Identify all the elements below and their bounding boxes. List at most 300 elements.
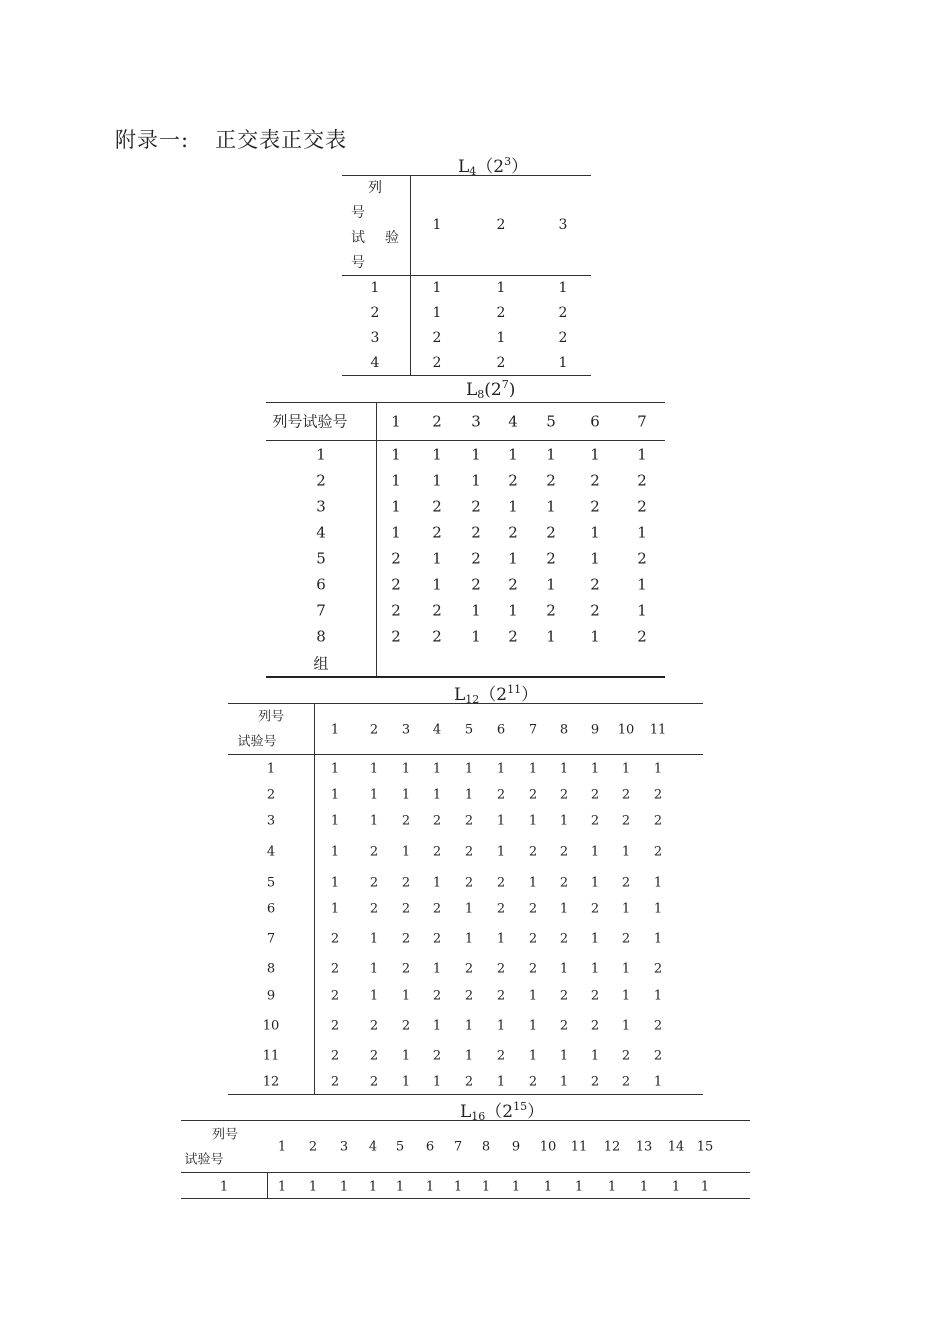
l12-table-cell: 2 xyxy=(401,901,411,917)
l12-table-cell: 2 xyxy=(432,931,442,947)
l12-table-cell: 2 xyxy=(559,844,569,860)
l8-table-cell: 2 xyxy=(637,549,647,568)
l12-table-cell: 1 xyxy=(401,1074,411,1090)
l12-column-header: 3 xyxy=(401,722,411,738)
l4-header-hao: 号 xyxy=(351,205,365,221)
caption-l8-open: (2 xyxy=(484,380,502,400)
l4-table-cell: 2 xyxy=(432,330,442,346)
l12-table-cell: 1 xyxy=(496,931,506,947)
l12-table-cell: 2 xyxy=(464,1074,474,1090)
l8-table-cell: 1 xyxy=(471,601,481,620)
l12-table-cell: 1 xyxy=(330,787,340,803)
l12-table-cell: 1 xyxy=(464,1048,474,1064)
l12-row-id: 9 xyxy=(266,988,276,1004)
l8-table-cell: 2 xyxy=(391,549,401,568)
l8-table-cell: 1 xyxy=(546,445,556,464)
l4-table-cell: 1 xyxy=(558,355,568,371)
l12-table-cell: 1 xyxy=(330,813,340,829)
l8-table-cell: 2 xyxy=(508,523,518,542)
l12-table-cell: 1 xyxy=(528,813,538,829)
l8-table-cell: 1 xyxy=(637,575,647,594)
l8-table-cell: 2 xyxy=(471,549,481,568)
l12-row-id: 8 xyxy=(266,961,276,977)
l12-table-cell: 2 xyxy=(369,1018,379,1034)
caption-l16-sub: 16 xyxy=(471,1110,486,1123)
l12-table-cell: 1 xyxy=(559,901,569,917)
l12-table-cell: 2 xyxy=(464,988,474,1004)
l8-header-rule xyxy=(266,440,665,441)
l8-table-cell: 1 xyxy=(508,497,518,516)
l12-table-cell: 1 xyxy=(590,961,600,977)
l12-table-cell: 1 xyxy=(653,761,663,777)
l12-table-cell: 2 xyxy=(621,875,631,891)
caption-l16-letter: L xyxy=(460,1102,472,1122)
l8-table-cell: 2 xyxy=(637,627,647,646)
caption-l8-close: ) xyxy=(508,380,516,400)
l12-table-cell: 1 xyxy=(621,901,631,917)
l8-table-cell: 1 xyxy=(546,575,556,594)
l12-row-id: 5 xyxy=(266,875,276,891)
l12-table-cell: 1 xyxy=(528,1018,538,1034)
l16-table-cell: 1 xyxy=(700,1179,710,1195)
l12-table-cell: 1 xyxy=(432,1074,442,1090)
l16-column-header: 14 xyxy=(667,1139,685,1155)
l12-table-cell: 2 xyxy=(432,901,442,917)
l12-row-id: 7 xyxy=(266,931,276,947)
l16-table-cell: 1 xyxy=(574,1179,584,1195)
l8-top-rule xyxy=(266,402,665,403)
l4-column-header: 3 xyxy=(558,217,568,233)
l12-table-cell: 2 xyxy=(464,875,474,891)
l12-table-cell: 1 xyxy=(653,875,663,891)
l12-table-cell: 1 xyxy=(330,761,340,777)
l12-table-cell: 1 xyxy=(590,761,600,777)
l8-table-cell: 1 xyxy=(391,523,401,542)
caption-l4-letter: L xyxy=(458,157,470,177)
l8-table-cell: 1 xyxy=(391,445,401,464)
l12-table-cell: 2 xyxy=(621,1048,631,1064)
l4-bottom-rule xyxy=(342,375,591,376)
l8-table-cell: 1 xyxy=(391,471,401,490)
l8-header-label: 列号试验号 xyxy=(272,412,348,431)
l12-table-cell: 2 xyxy=(590,1074,600,1090)
l16-column-header: 7 xyxy=(453,1139,463,1155)
caption-l16-close: ） xyxy=(527,1102,545,1122)
l12-table-cell: 1 xyxy=(653,988,663,1004)
l12-table-cell: 2 xyxy=(559,931,569,947)
l16-column-header: 5 xyxy=(395,1139,405,1155)
l12-table-cell: 1 xyxy=(369,813,379,829)
l16-column-header: 13 xyxy=(635,1139,653,1155)
l16-table-cell: 1 xyxy=(607,1179,617,1195)
l12-table-cell: 1 xyxy=(528,875,538,891)
l8-table-cell: 1 xyxy=(432,575,442,594)
l4-row-id: 1 xyxy=(370,280,380,296)
l12-table-cell: 2 xyxy=(590,787,600,803)
l4-table-cell: 2 xyxy=(496,355,506,371)
l12-table-cell: 1 xyxy=(621,1018,631,1034)
l4-row-id: 3 xyxy=(370,330,380,346)
l12-table-cell: 1 xyxy=(559,1074,569,1090)
l8-table-cell: 2 xyxy=(471,497,481,516)
l8-table-cell: 1 xyxy=(590,627,600,646)
l4-table-cell: 2 xyxy=(432,355,442,371)
l12-table-cell: 2 xyxy=(653,813,663,829)
l8-table-cell: 1 xyxy=(508,549,518,568)
l12-row-id: 4 xyxy=(266,844,276,860)
l12-table-cell: 1 xyxy=(401,844,411,860)
title-text: 正交表正交表 xyxy=(215,128,348,152)
l4-header-shi: 试 xyxy=(351,230,365,246)
l12-table-cell: 1 xyxy=(401,988,411,1004)
l12-table-cell: 1 xyxy=(653,901,663,917)
l12-table-cell: 2 xyxy=(464,844,474,860)
caption-l8-sub: 8 xyxy=(477,388,485,401)
l8-row-id: 8 xyxy=(316,627,326,646)
caption-l4-sub: 4 xyxy=(469,165,477,178)
l12-row-id: 11 xyxy=(262,1048,280,1064)
l12-table-cell: 2 xyxy=(432,1048,442,1064)
caption-l4-open: （2 xyxy=(476,157,505,177)
l8-table-cell: 1 xyxy=(391,497,401,516)
l12-table-cell: 1 xyxy=(590,875,600,891)
l8-table-cell: 2 xyxy=(432,497,442,516)
l8-column-header: 4 xyxy=(508,412,518,431)
l8-table-cell: 2 xyxy=(508,575,518,594)
l12-table-cell: 1 xyxy=(464,931,474,947)
l8-column-header: 1 xyxy=(391,412,401,431)
l8-row-id: 1 xyxy=(316,445,326,464)
caption-l16-open: （2 xyxy=(485,1102,514,1122)
l16-column-header: 9 xyxy=(511,1139,521,1155)
table-l8-caption xyxy=(466,378,515,401)
l4-table-cell: 2 xyxy=(496,305,506,321)
l8-table-cell: 2 xyxy=(471,575,481,594)
l12-header-top: 列号 xyxy=(257,709,285,725)
l12-table-cell: 2 xyxy=(401,931,411,947)
l12-row-id: 12 xyxy=(262,1074,280,1090)
l12-table-cell: 2 xyxy=(590,813,600,829)
l16-bottom-rule xyxy=(181,1198,750,1199)
l16-column-header: 1 xyxy=(277,1139,287,1155)
l12-table-cell: 2 xyxy=(330,988,340,1004)
l12-top-rule xyxy=(228,703,703,704)
l8-column-header: 3 xyxy=(471,412,481,431)
l8-row-id: 3 xyxy=(316,497,326,516)
l12-table-cell: 2 xyxy=(330,961,340,977)
l12-table-cell: 2 xyxy=(432,813,442,829)
l8-table-cell: 2 xyxy=(546,471,556,490)
l16-divider xyxy=(267,1172,268,1198)
l12-table-cell: 1 xyxy=(401,761,411,777)
l12-table-cell: 2 xyxy=(432,988,442,1004)
l12-table-cell: 2 xyxy=(528,901,538,917)
l12-header-rule xyxy=(228,754,703,755)
l12-table-cell: 1 xyxy=(496,844,506,860)
l16-row-id: 1 xyxy=(219,1179,229,1195)
l4-header-yan: 验 xyxy=(385,230,399,246)
l12-table-cell: 1 xyxy=(559,961,569,977)
l12-column-header: 1 xyxy=(330,722,340,738)
l8-table-cell: 1 xyxy=(508,445,518,464)
l12-table-cell: 1 xyxy=(369,988,379,1004)
l12-table-cell: 2 xyxy=(528,931,538,947)
l4-table-cell: 1 xyxy=(496,280,506,296)
l8-table-cell: 2 xyxy=(637,497,647,516)
l8-table-cell: 2 xyxy=(432,601,442,620)
page-title xyxy=(115,124,347,154)
l12-table-cell: 1 xyxy=(432,761,442,777)
l12-row-id: 3 xyxy=(266,813,276,829)
l16-table-cell: 1 xyxy=(395,1179,405,1195)
caption-l8-letter: L xyxy=(466,380,478,400)
l12-table-cell: 2 xyxy=(330,931,340,947)
l8-table-cell: 1 xyxy=(637,445,647,464)
l16-table-cell: 1 xyxy=(368,1179,378,1195)
l12-table-cell: 1 xyxy=(369,761,379,777)
l12-table-cell: 2 xyxy=(496,787,506,803)
l12-table-cell: 2 xyxy=(369,1074,379,1090)
l12-table-cell: 2 xyxy=(401,813,411,829)
l12-table-cell: 2 xyxy=(621,931,631,947)
l16-column-header: 8 xyxy=(481,1139,491,1155)
l8-table-cell: 2 xyxy=(546,549,556,568)
l8-table-cell: 1 xyxy=(590,445,600,464)
l8-table-cell: 1 xyxy=(590,523,600,542)
l12-table-cell: 1 xyxy=(330,901,340,917)
l12-table-cell: 2 xyxy=(496,1048,506,1064)
l8-table-cell: 2 xyxy=(590,575,600,594)
l8-table-cell: 2 xyxy=(637,471,647,490)
caption-l12-close: ） xyxy=(521,685,539,705)
l16-table-cell: 1 xyxy=(511,1179,521,1195)
l12-table-cell: 2 xyxy=(653,961,663,977)
l4-header-col: 列 xyxy=(368,180,382,196)
l8-table-cell: 1 xyxy=(432,445,442,464)
l12-table-cell: 1 xyxy=(369,931,379,947)
l8-bottom-rule xyxy=(266,676,665,678)
l12-table-cell: 1 xyxy=(496,1074,506,1090)
l8-table-cell: 2 xyxy=(590,601,600,620)
l8-table-cell: 2 xyxy=(590,497,600,516)
l8-table-cell: 2 xyxy=(546,601,556,620)
caption-l12-letter: L xyxy=(454,685,466,705)
caption-l4-close: ） xyxy=(511,157,529,177)
l12-table-cell: 1 xyxy=(559,813,569,829)
l12-table-cell: 2 xyxy=(621,787,631,803)
l16-column-header: 6 xyxy=(425,1139,435,1155)
l4-table-cell: 2 xyxy=(558,330,568,346)
l16-table-cell: 1 xyxy=(671,1179,681,1195)
l12-table-cell: 1 xyxy=(330,844,340,860)
l12-table-cell: 2 xyxy=(559,988,569,1004)
l12-table-cell: 2 xyxy=(559,875,569,891)
l12-column-header: 10 xyxy=(617,722,635,738)
caption-l4-sup: 3 xyxy=(504,155,512,168)
l12-table-cell: 2 xyxy=(369,901,379,917)
l12-table-cell: 1 xyxy=(432,961,442,977)
l12-column-header: 5 xyxy=(464,722,474,738)
l8-row-id: 6 xyxy=(316,575,326,594)
l12-table-cell: 1 xyxy=(464,787,474,803)
l12-table-cell: 1 xyxy=(528,988,538,1004)
l16-header-top: 列号 xyxy=(211,1127,239,1143)
l8-column-header: 2 xyxy=(432,412,442,431)
l12-table-cell: 1 xyxy=(496,1018,506,1034)
l12-table-cell: 2 xyxy=(330,1048,340,1064)
caption-l12-open: （2 xyxy=(479,685,508,705)
l4-divider xyxy=(410,175,411,375)
l16-column-header: 12 xyxy=(603,1139,621,1155)
l12-table-cell: 1 xyxy=(653,931,663,947)
l12-table-cell: 2 xyxy=(496,961,506,977)
l12-table-cell: 2 xyxy=(528,961,538,977)
l12-table-cell: 1 xyxy=(528,1048,538,1064)
l12-row-id: 6 xyxy=(266,901,276,917)
l8-table-cell: 2 xyxy=(432,627,442,646)
l12-table-cell: 2 xyxy=(528,844,538,860)
l8-table-cell: 1 xyxy=(432,471,442,490)
l12-table-cell: 2 xyxy=(653,787,663,803)
l12-table-cell: 1 xyxy=(401,787,411,803)
l16-column-header: 3 xyxy=(339,1139,349,1155)
l12-table-cell: 1 xyxy=(496,761,506,777)
l8-table-cell: 1 xyxy=(637,523,647,542)
l4-column-header: 1 xyxy=(432,217,442,233)
l12-table-cell: 1 xyxy=(464,761,474,777)
l8-table-cell: 1 xyxy=(637,601,647,620)
l12-column-header: 9 xyxy=(590,722,600,738)
l4-top-rule xyxy=(342,175,591,176)
l4-table-cell: 1 xyxy=(496,330,506,346)
l12-table-cell: 2 xyxy=(621,813,631,829)
l16-table-cell: 1 xyxy=(453,1179,463,1195)
l4-header-hao2: 号 xyxy=(351,255,365,271)
l8-table-cell: 2 xyxy=(471,523,481,542)
l16-table-cell: 1 xyxy=(543,1179,553,1195)
l16-header-bottom: 试验号 xyxy=(184,1152,224,1168)
l12-table-cell: 1 xyxy=(653,1074,663,1090)
l12-table-cell: 1 xyxy=(432,875,442,891)
l8-table-cell: 2 xyxy=(590,471,600,490)
l12-column-header: 8 xyxy=(559,722,569,738)
l8-divider xyxy=(376,402,377,676)
l12-table-cell: 2 xyxy=(590,988,600,1004)
l12-table-cell: 2 xyxy=(590,1018,600,1034)
l4-table-cell: 1 xyxy=(432,305,442,321)
l12-table-cell: 2 xyxy=(496,875,506,891)
l12-divider xyxy=(314,703,315,1094)
l12-table-cell: 2 xyxy=(653,1018,663,1034)
l8-table-cell: 1 xyxy=(471,471,481,490)
l16-table-cell: 1 xyxy=(339,1179,349,1195)
l12-table-cell: 1 xyxy=(496,813,506,829)
l8-table-cell: 1 xyxy=(471,445,481,464)
l16-top-rule xyxy=(181,1120,750,1121)
l8-table-cell: 1 xyxy=(546,627,556,646)
l8-table-cell: 1 xyxy=(590,549,600,568)
l16-table-cell: 1 xyxy=(639,1179,649,1195)
l12-table-cell: 1 xyxy=(369,961,379,977)
l8-table-cell: 1 xyxy=(546,497,556,516)
l4-row-id: 4 xyxy=(370,355,380,371)
l12-column-header: 11 xyxy=(649,722,667,738)
l16-column-header: 2 xyxy=(308,1139,318,1155)
l12-row-id: 1 xyxy=(266,761,276,777)
l12-table-cell: 2 xyxy=(369,875,379,891)
l8-column-header: 6 xyxy=(590,412,600,431)
l12-bottom-rule xyxy=(228,1094,703,1095)
l12-table-cell: 1 xyxy=(432,1018,442,1034)
l4-column-header: 2 xyxy=(496,217,506,233)
l16-table-cell: 1 xyxy=(425,1179,435,1195)
l12-table-cell: 2 xyxy=(590,901,600,917)
l12-table-cell: 2 xyxy=(401,1018,411,1034)
l12-column-header: 2 xyxy=(369,722,379,738)
l8-column-header: 7 xyxy=(637,412,647,431)
l8-table-cell: 2 xyxy=(508,627,518,646)
l16-table-cell: 1 xyxy=(481,1179,491,1195)
l8-table-cell: 1 xyxy=(471,627,481,646)
l12-table-cell: 1 xyxy=(464,901,474,917)
l12-table-cell: 1 xyxy=(369,787,379,803)
l12-table-cell: 2 xyxy=(369,844,379,860)
l16-column-header: 11 xyxy=(570,1139,588,1155)
l8-table-cell: 2 xyxy=(508,471,518,490)
l12-table-cell: 1 xyxy=(432,787,442,803)
l8-table-cell: 2 xyxy=(391,627,401,646)
l8-row-id: 2 xyxy=(316,471,326,490)
l8-table-cell: 1 xyxy=(508,601,518,620)
l16-column-header: 15 xyxy=(696,1139,714,1155)
l12-table-cell: 1 xyxy=(401,1048,411,1064)
l12-column-header: 7 xyxy=(528,722,538,738)
caption-l8-sup: 7 xyxy=(501,378,509,391)
l8-column-header: 5 xyxy=(546,412,556,431)
l12-column-header: 6 xyxy=(496,722,506,738)
l8-table-cell: 1 xyxy=(432,549,442,568)
l8-row-id: 4 xyxy=(316,523,326,542)
l12-table-cell: 2 xyxy=(621,1074,631,1090)
l12-table-cell: 2 xyxy=(528,787,538,803)
l12-table-cell: 1 xyxy=(621,844,631,860)
l8-footer-label: 组 xyxy=(313,654,329,673)
l16-column-header: 10 xyxy=(539,1139,557,1155)
l16-column-header: 4 xyxy=(368,1139,378,1155)
l12-table-cell: 2 xyxy=(653,844,663,860)
l8-table-cell: 2 xyxy=(432,523,442,542)
l12-table-cell: 1 xyxy=(464,1018,474,1034)
l12-table-cell: 2 xyxy=(559,1018,569,1034)
l8-table-cell: 2 xyxy=(546,523,556,542)
caption-l16-sup: 15 xyxy=(513,1100,528,1113)
l12-table-cell: 2 xyxy=(496,988,506,1004)
l12-table-cell: 2 xyxy=(401,875,411,891)
l4-table-cell: 2 xyxy=(558,305,568,321)
l12-table-cell: 1 xyxy=(621,988,631,1004)
l12-table-cell: 1 xyxy=(621,761,631,777)
l12-table-cell: 1 xyxy=(528,761,538,777)
l12-table-cell: 1 xyxy=(621,961,631,977)
l12-table-cell: 2 xyxy=(496,901,506,917)
l12-table-cell: 2 xyxy=(369,1048,379,1064)
l12-column-header: 4 xyxy=(432,722,442,738)
l8-row-id: 7 xyxy=(316,601,326,620)
l12-table-cell: 1 xyxy=(590,931,600,947)
l12-table-cell: 2 xyxy=(464,961,474,977)
l12-header-bottom: 试验号 xyxy=(237,734,277,750)
l12-table-cell: 2 xyxy=(559,787,569,803)
